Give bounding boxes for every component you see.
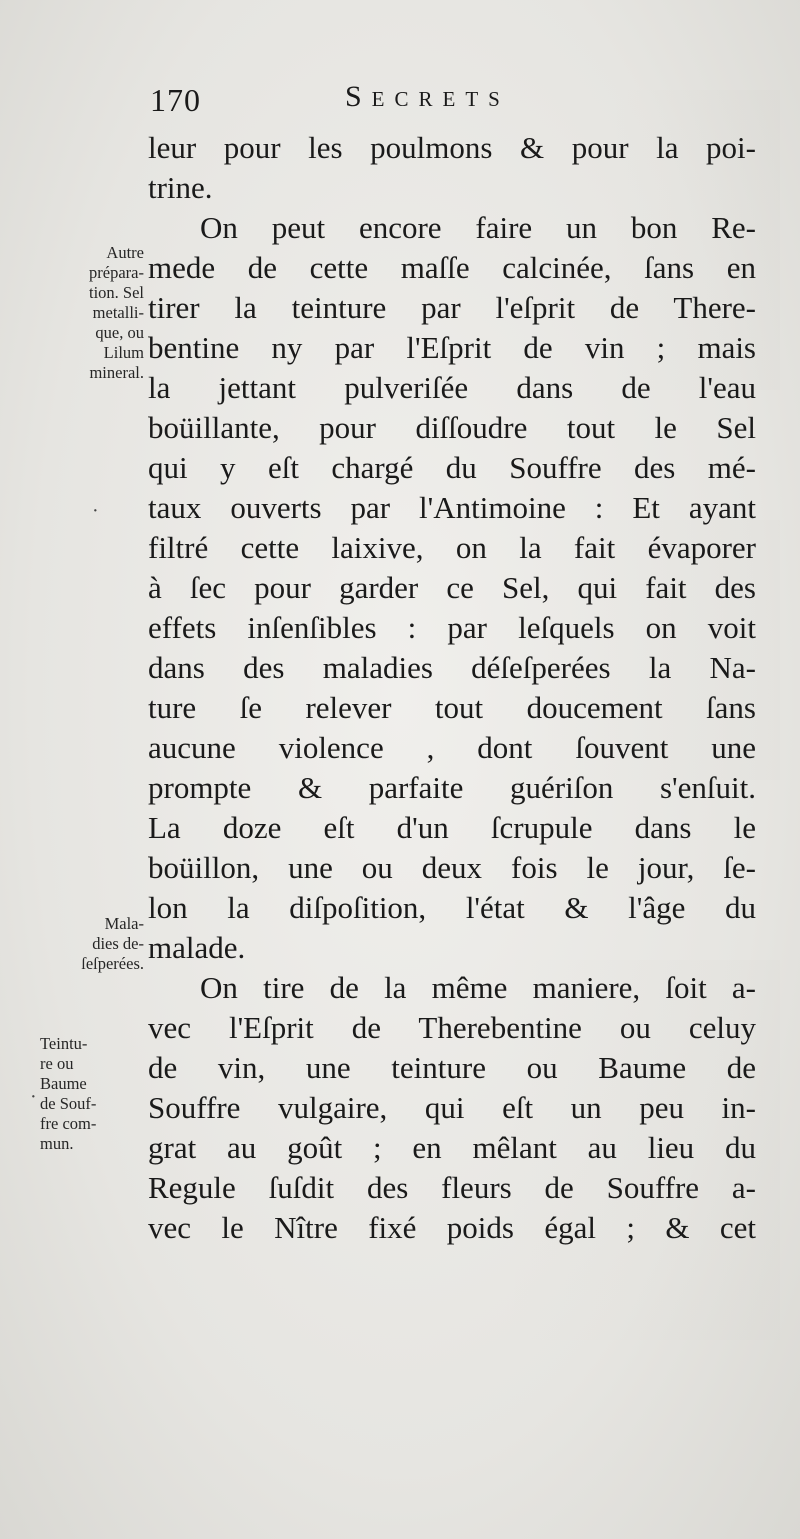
margin-note-line: Baume [40,1074,87,1093]
text-line: prompte & parfaite guériſon s'enſuit. [148,770,756,805]
text-line: qui y eſt chargé du Souffre des mé- [148,450,756,485]
text-line: Souffre vulgaire, qui eſt un peu in- [148,1090,756,1125]
text-line: On tire de la même maniere, ſoit a- [200,970,756,1005]
text-line: On peut encore faire un bon Re- [200,210,756,245]
margin-note-line: mun. [40,1134,74,1153]
text-line: Regule ſuſdit des fleurs de Souffre a- [148,1170,756,1205]
text-line: filtré cette laixive, on la fait évaporer [148,530,756,565]
text-line: vec le Nître fixé poids égal ; & cet [148,1210,756,1245]
margin-note-line: que, ou [95,323,144,342]
margin-note-line: prépara- [89,263,144,282]
text-line: trine. [148,170,213,205]
body-text [148,128,756,1248]
text-line: boüillon, une ou deux fois le jour, ſe- [148,850,756,885]
margin-note-line: Mala- [104,914,144,933]
text-line: leur pour les poulmons & pour la poi- [148,130,756,165]
text-line: dans des maladies déſeſperées la Na- [148,650,756,685]
text-line: malade. [148,930,246,965]
text-line: ture ſe relever tout doucement ſans [148,690,756,725]
margin-note-line: re ou [40,1054,74,1073]
margin-note-line: mineral. [89,363,144,382]
text-line: grat au goût ; en mêlant au lieu du [148,1130,756,1165]
text-line: La doze eſt d'un ſcrupule dans le [148,810,756,845]
margin-note-line: Lilum [103,343,144,362]
running-title: Secrets [345,80,510,113]
margin-note [44,914,144,974]
text-line: tirer la teinture par l'eſprit de There- [148,290,756,325]
margin-note-line: metalli- [92,303,144,322]
text-line: taux ouverts par l'Antimoine : Et ayant [148,490,756,525]
margin-note-line: fre com- [40,1114,97,1133]
page-number: 170 [150,82,201,118]
margin-note [40,1034,140,1154]
text-line: bentine ny par l'Eſprit de vin ; mais [148,330,756,365]
margin-note-line: dies de- [92,934,144,953]
text-line: la jettant pulveriſée dans de l'eau [148,370,756,405]
stray-mark: · [30,1086,37,1108]
text-line: aucune violence , dont ſouvent une [148,730,756,765]
margin-note-line: ſeſperées. [81,954,144,973]
margin-note-line: Autre [106,243,144,262]
running-head [150,82,590,122]
text-line: mede de cette maſſe calcinée, ſans en [148,250,756,285]
text-line: à ſec pour garder ce Sel, qui fait des [148,570,756,605]
margin-note-line: tion. Sel [88,283,144,302]
text-line: vec l'Eſprit de Therebentine ou celuy [148,1010,756,1045]
margin-note-line: de Souf- [40,1094,97,1113]
text-line: de vin, une teinture ou Baume de [148,1050,756,1085]
margin-note [58,243,144,383]
text-line: effets inſenſibles : par leſquels on voit [148,610,756,645]
text-line: boüillante, pour diſſoudre tout le Sel [148,410,756,445]
stray-mark: · [92,500,99,522]
margin-note-line: Teintu- [40,1034,88,1053]
text-line: lon la diſpoſition, l'état & l'âge du [148,890,756,925]
